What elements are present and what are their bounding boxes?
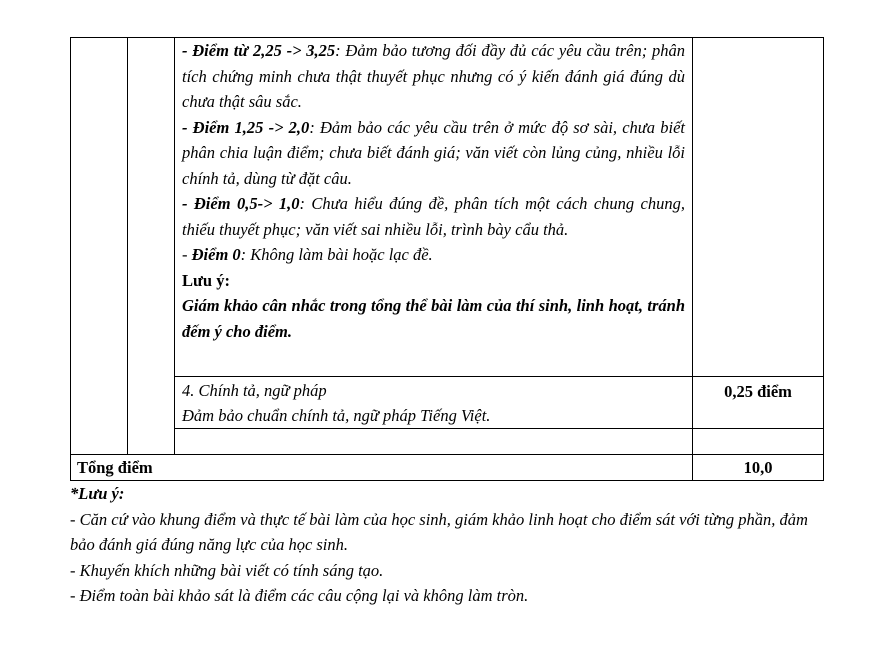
total-label-cell: Tổng điểm (71, 455, 693, 481)
footnote-item: - Điểm toàn bài khảo sát là điểm các câu cộng lại và không làm tròn. (70, 586, 529, 605)
criterion-4-score: 0,25 điểm (693, 377, 824, 429)
question-cell (128, 38, 175, 455)
note-heading: Lưu ý: (182, 270, 230, 290)
rubric-score-cell (693, 38, 824, 377)
empty-cell (693, 429, 824, 455)
footnotes-heading: *Lưu ý: (70, 484, 125, 503)
rubric-cell (175, 38, 693, 377)
criterion-4-title: 4. Chính tả, ngữ pháp (182, 381, 327, 400)
section-cell (71, 38, 128, 455)
criterion-4-text: Đảm bảo chuẩn chính tả, ngữ pháp Tiếng Việt. (182, 406, 491, 425)
band-2: - Điểm 1,25 -> 2,0: Đảm bảo các yêu cầu trên ở mức độ sơ sài, chưa biết phân chia luận điểm; chưa biết đánh giá; văn viết còn lủng củng, nhiều lỗi chính tả, dùng từ đặt câu. (182, 117, 685, 188)
table-row (71, 429, 824, 455)
table-row (71, 377, 824, 429)
empty-cell (175, 429, 693, 455)
band-3: - Điểm 0,5-> 1,0: Chưa hiểu đúng đề, phân tích một cách chung chung, thiếu thuyết phục; văn viết sai nhiều lỗi, trình bày cẩu thả. (182, 194, 685, 239)
table-row (71, 38, 824, 377)
note-text: Giám khảo cân nhắc trong tổng thể bài làm của thí sinh, linh hoạt, tránh đếm ý cho điểm. (182, 296, 685, 341)
band-4: - Điểm 0: Không làm bài hoặc lạc đề. (182, 245, 433, 264)
grading-table (70, 37, 824, 481)
footnote-item: - Căn cứ vào khung điểm và thực tế bài làm của học sinh, giám khảo linh hoạt cho điểm sát với từng phần, đảm bảo đánh giá đúng năng lực của học sinh. (70, 509, 808, 554)
total-value-cell: 10,0 (693, 455, 824, 481)
footnote-item: - Khuyến khích những bài viết có tính sáng tạo. (70, 560, 384, 580)
total-row (71, 455, 824, 481)
band-1: - Điểm từ 2,25 -> 3,25: Đảm bảo tương đối đầy đủ các yêu cầu trên; phân tích chứng minh chưa thật thuyết phục nhưng có ý kiến đánh giá đúng dù chưa thật sâu sắc. (182, 41, 685, 111)
criterion-4-cell (175, 377, 693, 429)
footnotes (70, 481, 815, 609)
